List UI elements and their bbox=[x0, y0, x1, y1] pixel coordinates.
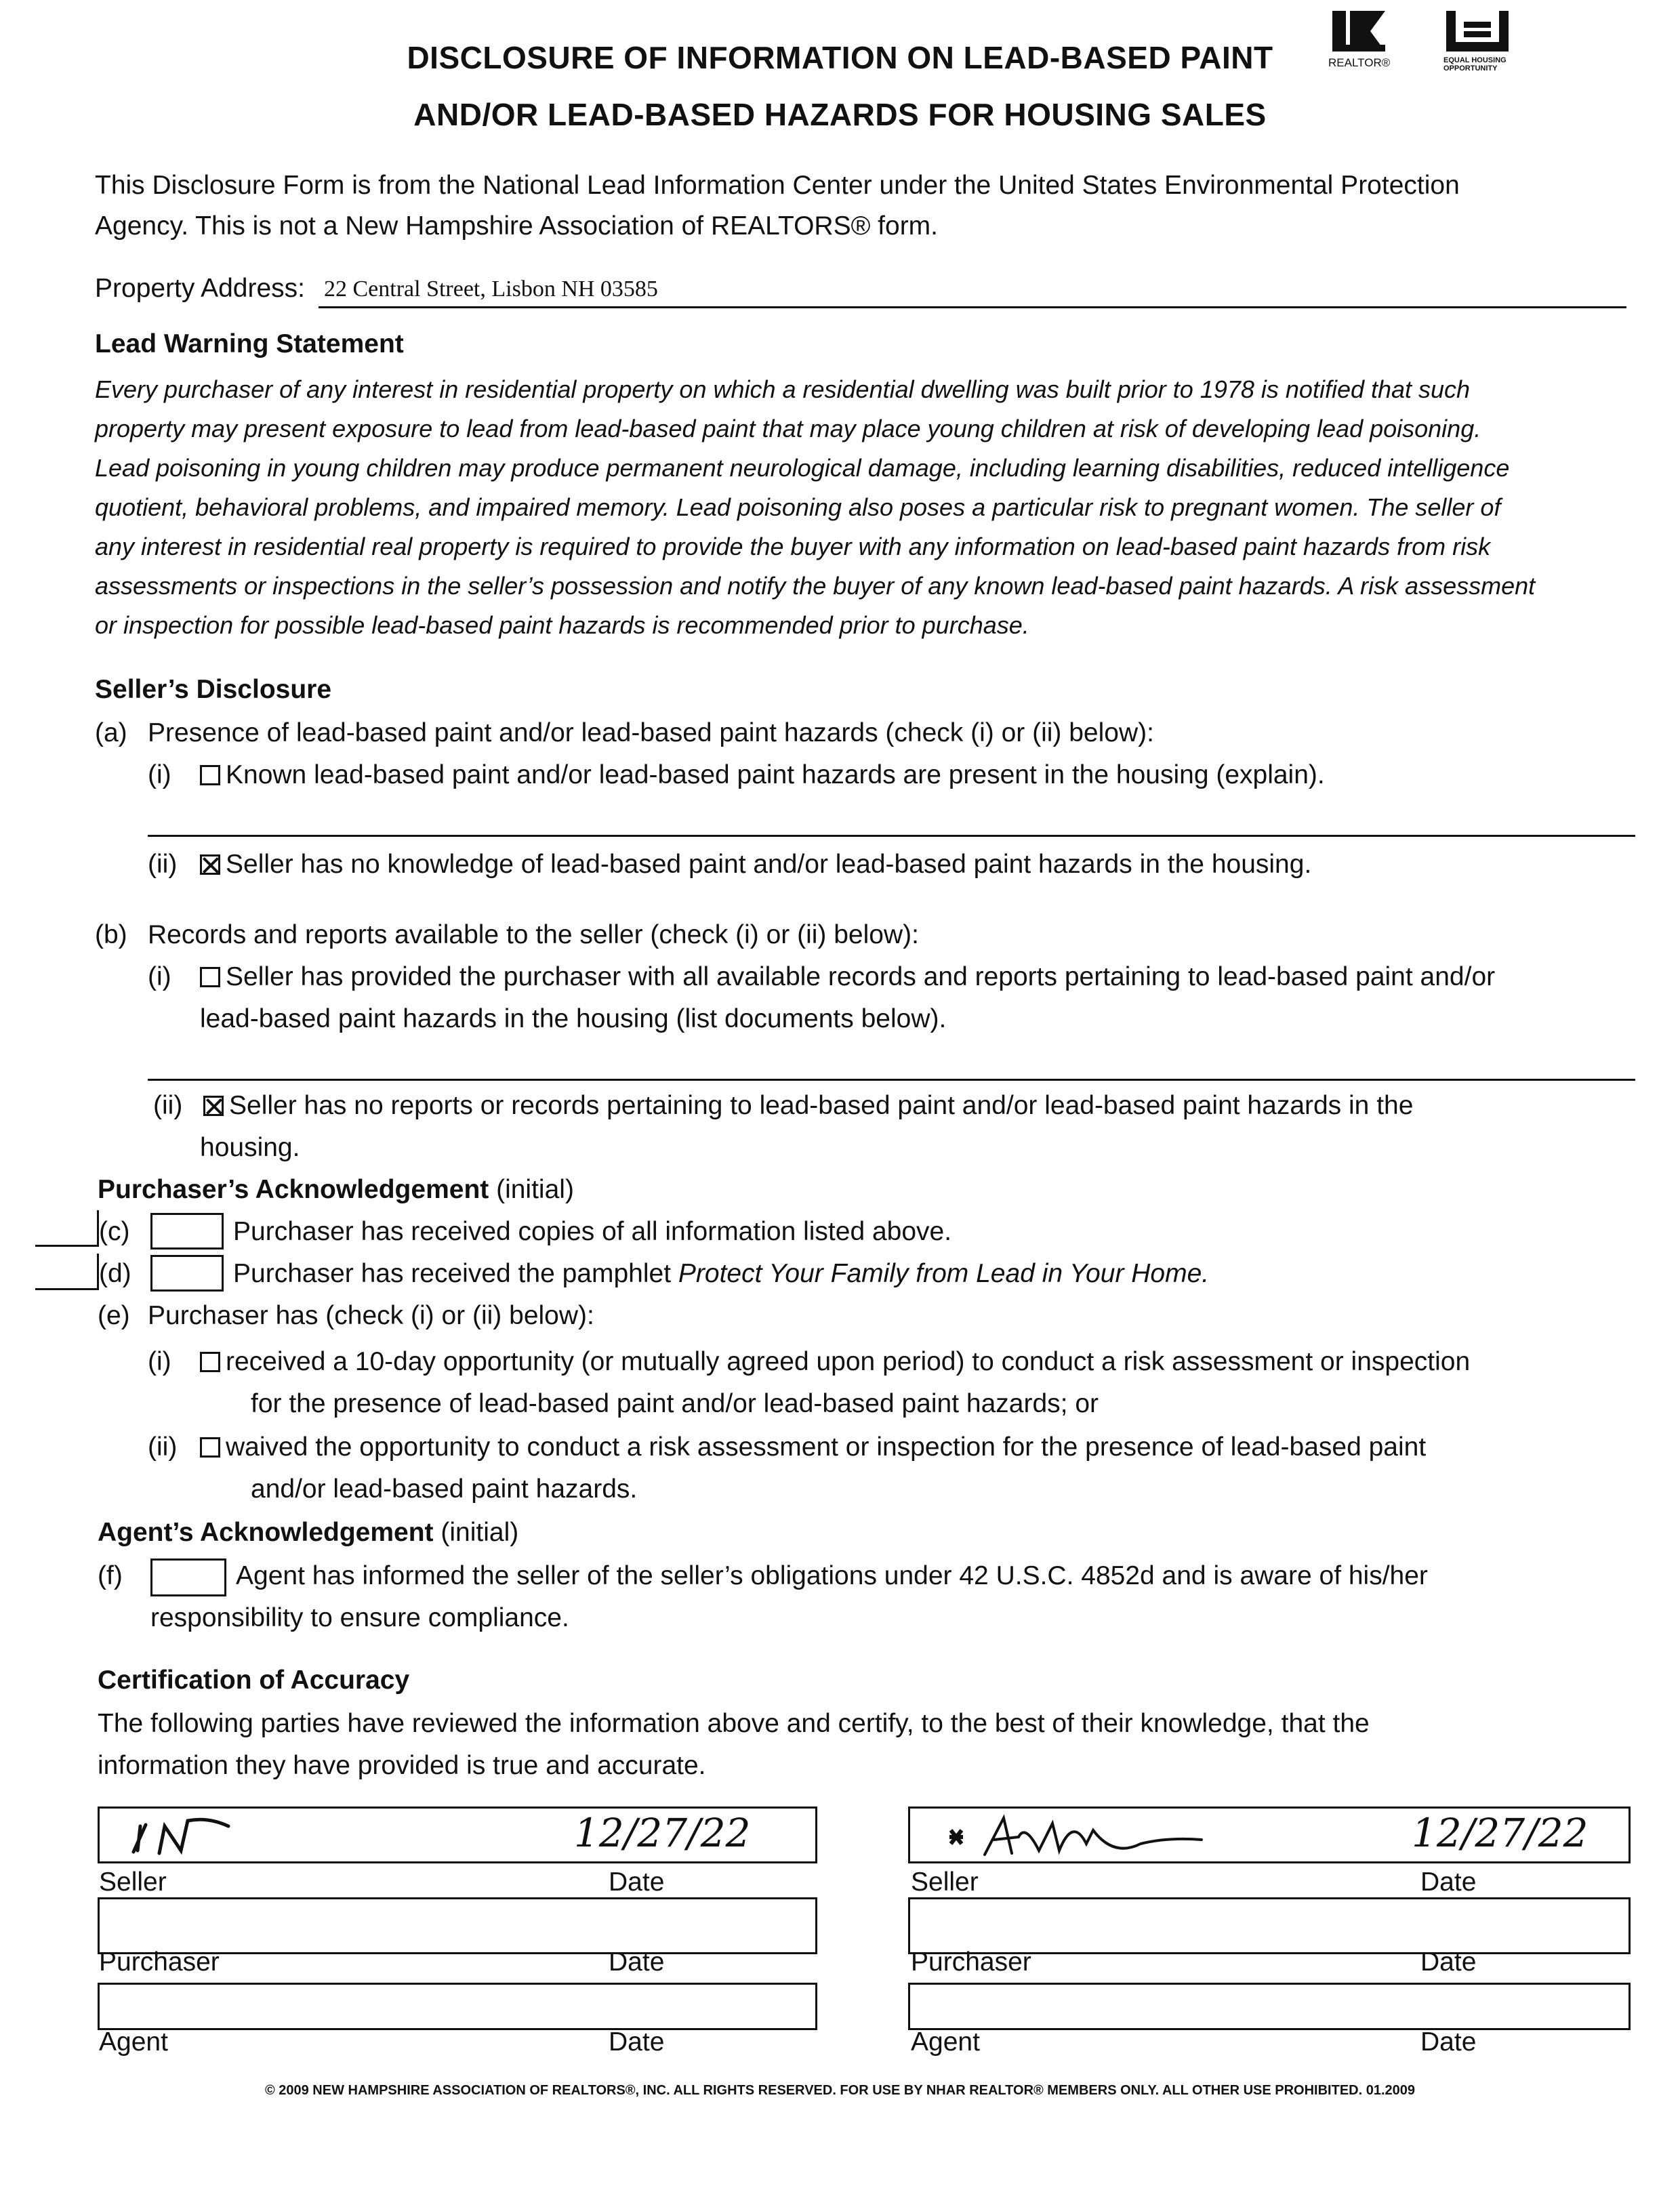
item-b-i-text-1: Seller has provided the purchaser with all available records and reports pertaining to lead-based paint and/or bbox=[226, 962, 1496, 991]
copyright-footer: © 2009 NEW HAMPSHIRE ASSOCIATION OF REALTORS®, INC. ALL RIGHTS RESERVED. FOR USE BY NHAR REALTOR® MEMBERS ONLY. ALL OTHER USE PROHIBITED. 01.2009 bbox=[264, 2083, 1416, 2098]
title-line-2: AND/OR LEAD-BASED HAZARDS FOR HOUSING SALES bbox=[413, 97, 1267, 132]
item-a-i-label: (i) bbox=[148, 760, 171, 789]
certification-line-1: The following parties have reviewed the information above and certify, to the best of their knowledge, that the bbox=[98, 1709, 1370, 1738]
agent-ack-initial: (initial) bbox=[433, 1518, 519, 1547]
right-agent-date-label: Date bbox=[1420, 2027, 1477, 2057]
item-e-i-text-2: for the presence of lead-based paint and/or lead-based paint hazards; or bbox=[251, 1389, 1099, 1418]
item-e-label: (e) bbox=[98, 1301, 130, 1330]
left-seller-label: Seller bbox=[99, 1867, 167, 1897]
right-seller-date-value: 12/27/22 bbox=[1412, 1810, 1589, 1856]
lead-warning-line: quotient, behavioral problems, and impaired memory. Lead poisoning also poses a particular risk to pregnant women. The seller of bbox=[95, 493, 1501, 521]
purchaser-ack-title: Purchaser’s Acknowledgement bbox=[98, 1175, 489, 1204]
equal-housing-text: EQUAL HOUSING OPPORTUNITY bbox=[1443, 56, 1507, 73]
item-b-ii-text-1: Seller has no reports or records pertaining to lead-based paint and/or lead-based paint hazards in the bbox=[229, 1091, 1414, 1120]
right-seller-signature-box[interactable] bbox=[908, 1807, 1631, 1863]
property-address-value[interactable]: 22 Central Street, Lisbon NH 03585 bbox=[324, 276, 658, 302]
explain-line bbox=[148, 835, 1635, 837]
item-f-label: (f) bbox=[98, 1561, 123, 1590]
seller-disclosure-heading: Seller’s Disclosure bbox=[95, 675, 332, 704]
ten-day-opportunity-checkbox[interactable] bbox=[200, 1352, 220, 1372]
property-address-underline bbox=[319, 306, 1626, 308]
left-seller-signature-mark bbox=[120, 1811, 296, 1865]
item-d-label: (d) bbox=[99, 1259, 131, 1288]
purchaser-initial-d-left[interactable] bbox=[35, 1254, 99, 1290]
item-e-i-label: (i) bbox=[148, 1347, 171, 1376]
item-a-i-text: Known lead-based paint and/or lead-based paint hazards are present in the housing (explain). bbox=[226, 760, 1325, 789]
left-seller-date-label: Date bbox=[609, 1867, 665, 1897]
item-e-ii-label: (ii) bbox=[148, 1432, 178, 1462]
right-seller-date-label: Date bbox=[1420, 1867, 1477, 1897]
title-line-1: DISCLOSURE OF INFORMATION ON LEAD-BASED PAINT bbox=[407, 40, 1273, 75]
agent-ack-heading bbox=[98, 1512, 518, 1553]
item-a-ii-row bbox=[200, 844, 1311, 885]
item-f-text-2: responsibility to ensure compliance. bbox=[150, 1603, 569, 1632]
item-f-text-1: Agent has informed the seller of the seller’s obligations under 42 U.S.C. 4852d and is aware of his/her bbox=[236, 1561, 1428, 1590]
lead-warning-line: Lead poisoning in young children may produce permanent neurological damage, including learning disabilities, reduced intelligence bbox=[95, 454, 1510, 482]
known-lead-checkbox[interactable] bbox=[200, 765, 220, 785]
certification-line-2: information they have provided is true and accurate. bbox=[98, 1751, 706, 1780]
item-e-i-text-1: received a 10-day opportunity (or mutually agreed upon period) to conduct a risk assessment or inspection bbox=[226, 1347, 1471, 1376]
records-provided-checkbox[interactable] bbox=[200, 967, 220, 987]
purchaser-initial-c-box[interactable] bbox=[150, 1213, 224, 1250]
item-a-ii-label: (ii) bbox=[148, 850, 178, 879]
item-a-ii-text: Seller has no knowledge of lead-based paint and/or lead-based paint hazards in the housing. bbox=[226, 850, 1312, 879]
purchaser-ack-initial: (initial) bbox=[489, 1175, 574, 1204]
left-purchaser-date-label: Date bbox=[609, 1947, 665, 1977]
item-e-text: Purchaser has (check (i) or (ii) below): bbox=[148, 1301, 594, 1330]
left-purchaser-label: Purchaser bbox=[99, 1947, 220, 1977]
lead-warning-line: any interest in residential real property is required to provide the buyer with any information on lead-based paint hazards from risk bbox=[95, 533, 1491, 560]
item-b-ii-row bbox=[203, 1086, 1413, 1126]
item-b-i-label: (i) bbox=[148, 962, 171, 991]
left-agent-signature-box[interactable] bbox=[98, 1983, 817, 2030]
item-e-ii-text-2: and/or lead-based paint hazards. bbox=[251, 1474, 638, 1504]
left-agent-label: Agent bbox=[99, 2027, 168, 2057]
item-e-ii-row bbox=[200, 1427, 1426, 1468]
no-records-checkbox[interactable] bbox=[203, 1096, 224, 1116]
purchaser-initial-c-left[interactable] bbox=[35, 1210, 99, 1247]
documents-line bbox=[148, 1079, 1635, 1081]
left-agent-date-label: Date bbox=[609, 2027, 665, 2057]
right-purchaser-label: Purchaser bbox=[911, 1947, 1031, 1977]
lead-warning-line: assessments or inspections in the seller’s possession and notify the buyer of any known lead-based paint hazards. A risk assessment bbox=[95, 572, 1536, 600]
purchaser-initial-d-box[interactable] bbox=[150, 1255, 224, 1292]
item-b-i-text-2: lead-based paint hazards in the housing (list documents below). bbox=[200, 1004, 947, 1033]
no-knowledge-checkbox[interactable] bbox=[200, 854, 220, 875]
item-a-i-row bbox=[200, 755, 1325, 796]
realtor-logo-text: REALTOR® bbox=[1328, 56, 1391, 69]
right-seller-signature-mark bbox=[944, 1810, 1242, 1864]
item-e-ii-text-1: waived the opportunity to conduct a risk assessment or inspection for the presence of lead-based paint bbox=[226, 1432, 1427, 1462]
item-b-ii-text-2: housing. bbox=[200, 1133, 300, 1162]
item-a-label: (a) bbox=[95, 718, 127, 747]
left-seller-date-value: 12/27/22 bbox=[574, 1810, 751, 1856]
intro-line-2: Agency. This is not a New Hampshire Association of REALTORS® form. bbox=[95, 211, 939, 241]
item-d-pamphlet-title: Protect Your Family from Lead in Your Home. bbox=[678, 1259, 1210, 1288]
waived-opportunity-checkbox[interactable] bbox=[200, 1437, 220, 1458]
agent-initial-f-box[interactable] bbox=[150, 1559, 226, 1596]
lead-warning-line: or inspection for possible lead-based paint hazards is recommended prior to purchase. bbox=[95, 611, 1029, 639]
lead-warning-line: Every purchaser of any interest in residential property on which a residential dwelling was built prior to 1978 is notified that such bbox=[95, 375, 1471, 403]
item-b-label: (b) bbox=[95, 920, 127, 949]
agent-ack-title: Agent’s Acknowledgement bbox=[98, 1518, 434, 1547]
lead-warning-heading: Lead Warning Statement bbox=[95, 329, 404, 358]
item-b-i-row bbox=[200, 957, 1495, 997]
intro-line-1: This Disclosure Form is from the National Lead Information Center under the United States Environmental Protection bbox=[95, 171, 1460, 200]
item-c-label: (c) bbox=[99, 1217, 130, 1246]
lead-warning-paragraph bbox=[95, 370, 1535, 645]
item-d-text: Purchaser has received the pamphlet bbox=[233, 1259, 678, 1288]
right-purchaser-date-label: Date bbox=[1420, 1947, 1477, 1977]
item-e-i-row bbox=[200, 1342, 1470, 1382]
item-a-text: Presence of lead-based paint and/or lead-based paint hazards (check (i) or (ii) below): bbox=[148, 718, 1154, 747]
item-c-text: Purchaser has received copies of all information listed above. bbox=[233, 1217, 952, 1246]
property-address-label: Property Address: bbox=[95, 274, 305, 303]
right-agent-signature-box[interactable] bbox=[908, 1983, 1631, 2030]
item-d-row bbox=[233, 1254, 1209, 1294]
right-agent-label: Agent bbox=[911, 2027, 980, 2057]
purchaser-ack-heading bbox=[98, 1170, 574, 1210]
item-b-text: Records and reports available to the seller (check (i) or (ii) below): bbox=[148, 920, 919, 949]
certification-heading: Certification of Accuracy bbox=[98, 1666, 410, 1695]
lead-warning-line: property may present exposure to lead from lead-based paint that may place young children at risk of developing lead poisoning. bbox=[95, 415, 1481, 442]
right-seller-label: Seller bbox=[911, 1867, 979, 1897]
left-seller-signature-box[interactable] bbox=[98, 1807, 817, 1863]
item-b-ii-label: (ii) bbox=[153, 1091, 183, 1120]
